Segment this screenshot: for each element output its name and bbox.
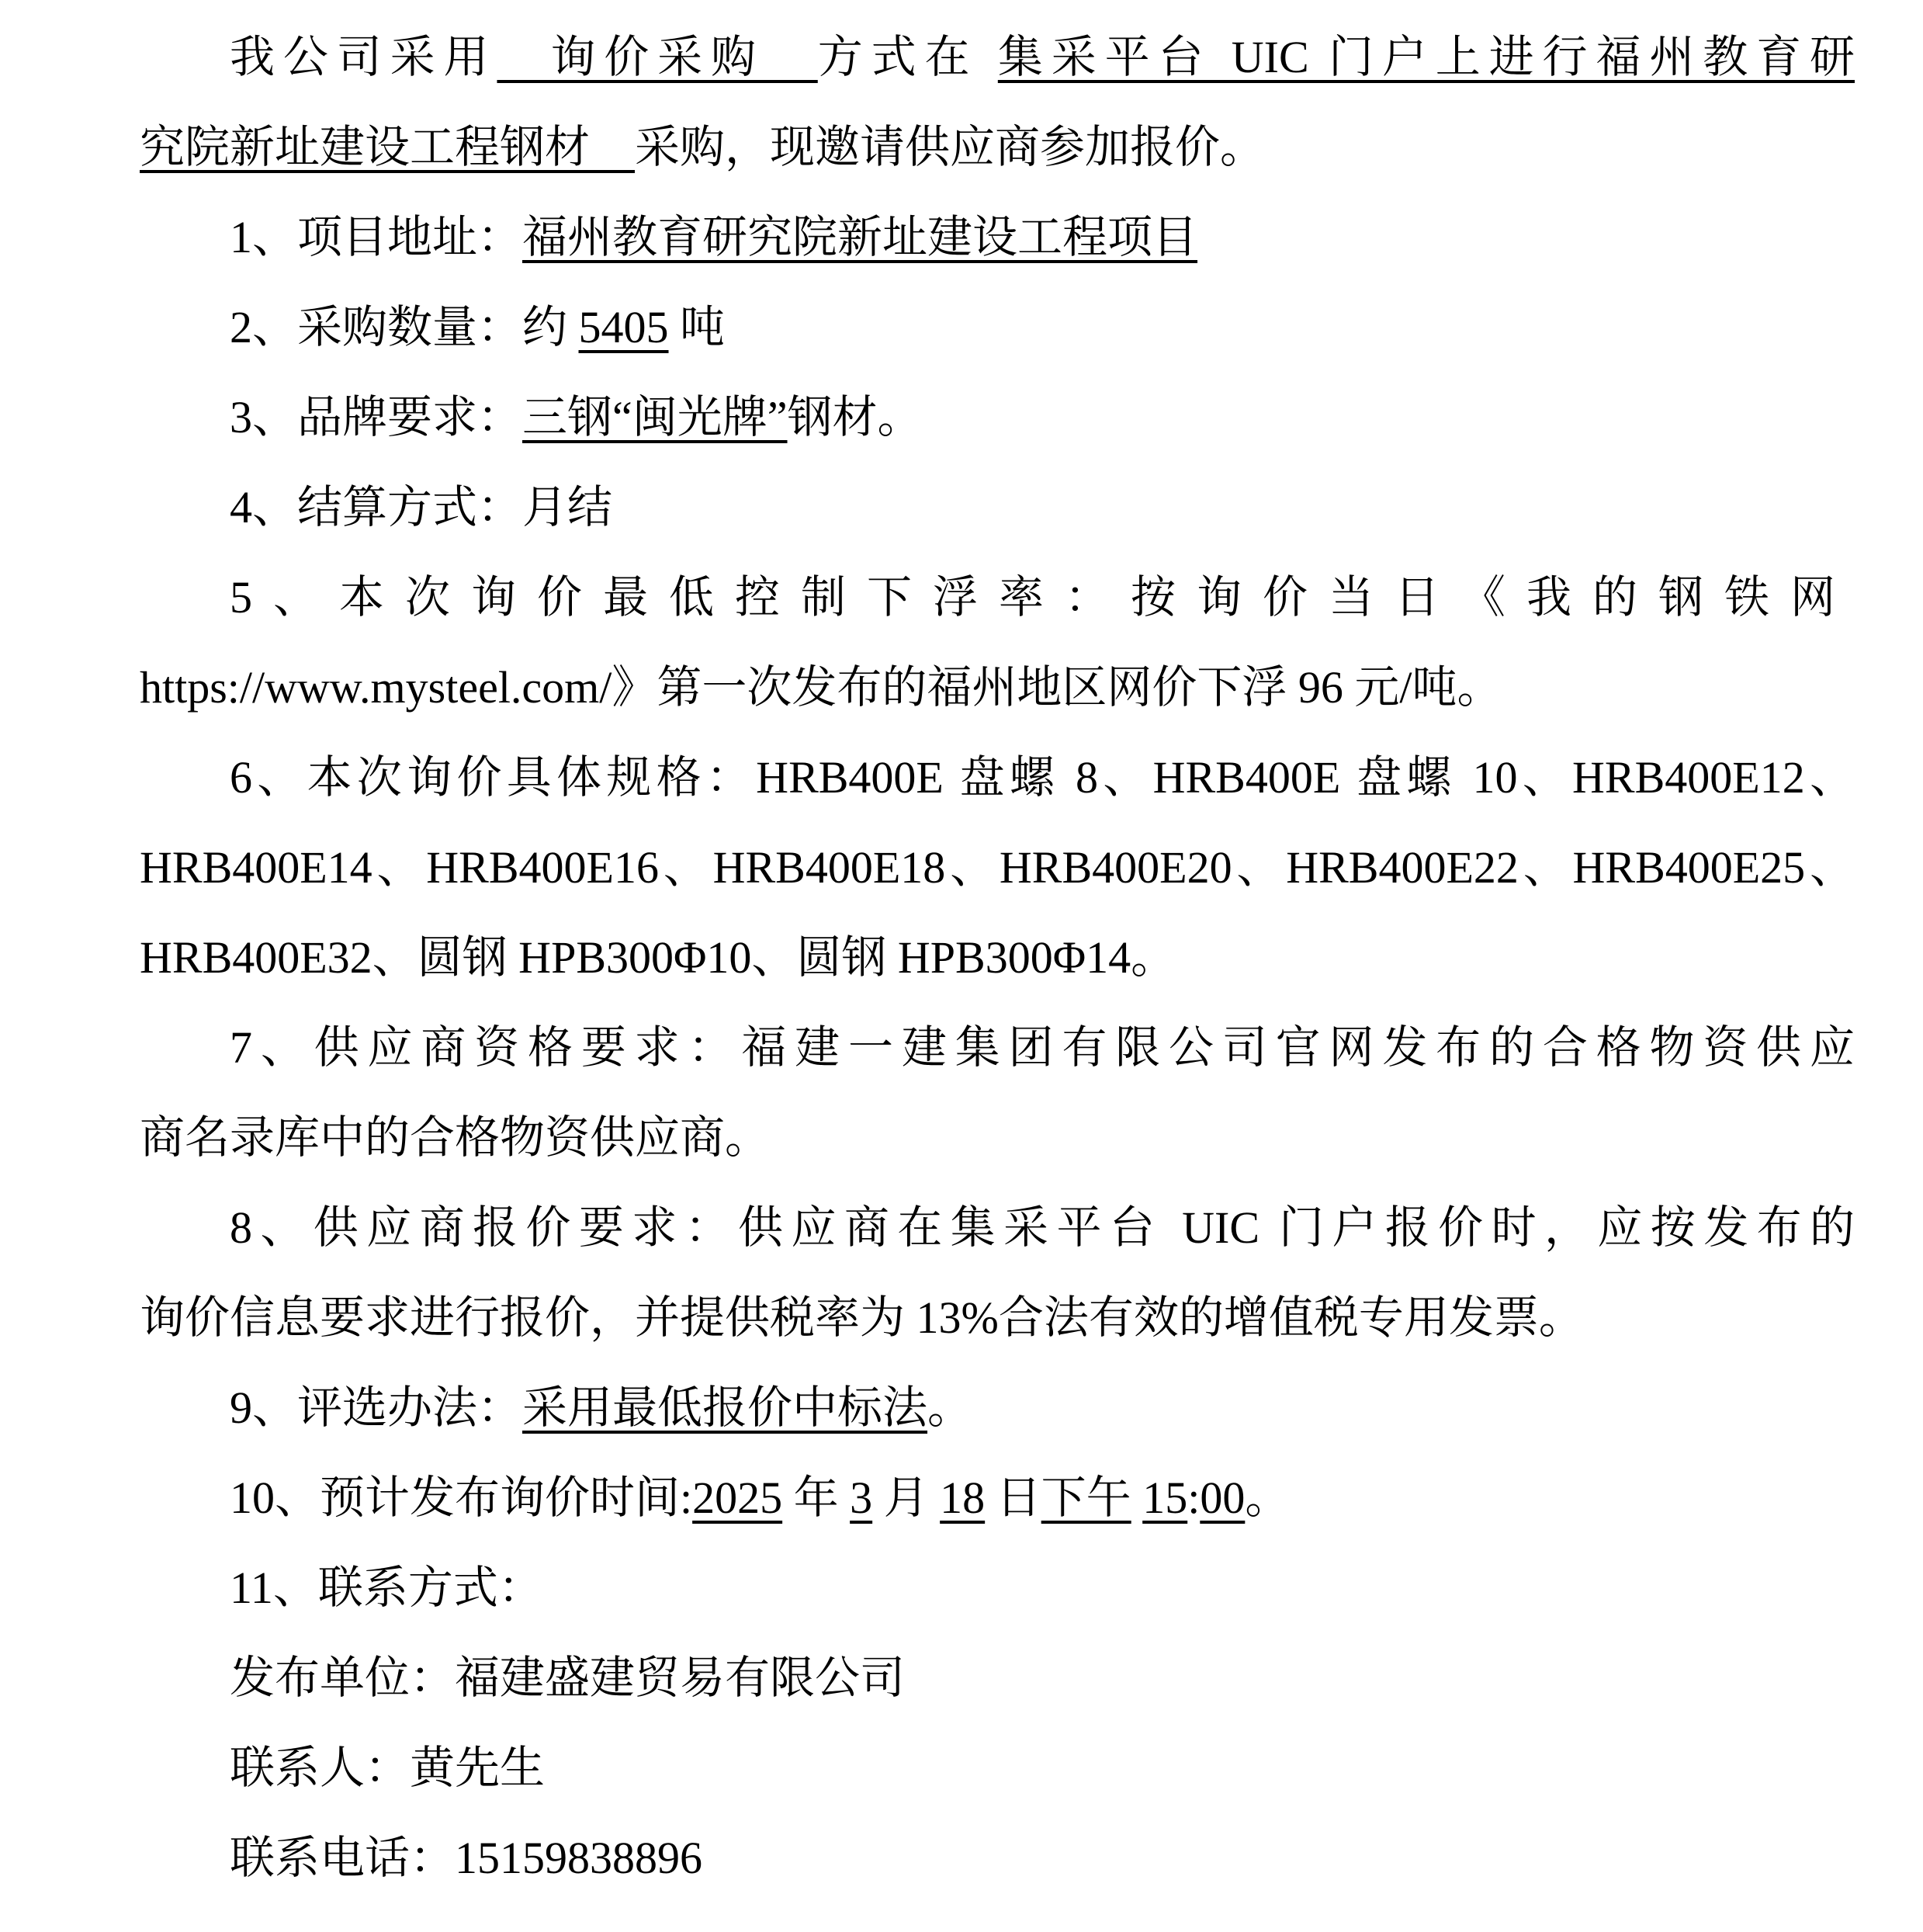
text-segment: 年	[782, 1472, 851, 1523]
text-line	[140, 1543, 1855, 1633]
underlined-text: 三钢“闽光牌”	[522, 392, 788, 442]
text-segment: :	[1187, 1472, 1201, 1523]
text-segment: 3、品牌要求：	[230, 392, 523, 442]
text-segment: 钢材。	[787, 392, 923, 442]
underlined-text: 5405	[578, 302, 669, 352]
text-segment: 9、评选办法：	[230, 1382, 523, 1433]
text-line	[140, 1363, 1855, 1453]
text-segment: https://www.mysteel.com/》第一次发布的福州地区网价下浮 96 元/吨。	[140, 662, 1502, 713]
text-segment: HRB400E32、圆钢 HPB300Φ10、圆钢 HPB300Φ14。	[140, 932, 1176, 983]
underlined-text: 询价采购	[497, 32, 818, 82]
text-line	[140, 1273, 1855, 1363]
text-line	[140, 1183, 1855, 1273]
underlined-text: 集采平台 UIC 门户上进行福州教育研	[997, 32, 1855, 82]
underlined-text: 18	[940, 1472, 986, 1523]
text-line	[140, 733, 1855, 823]
underlined-text: 福州教育研究院新址建设工程项目	[522, 212, 1198, 262]
text-line	[140, 553, 1855, 643]
text-line	[140, 193, 1855, 283]
text-segment: 。	[927, 1382, 973, 1433]
text-segment: 发布单位：福建盛建贸易有限公司	[230, 1653, 906, 1703]
underlined-text: 究院新址建设工程钢材	[140, 122, 636, 172]
text-segment: 8、供应商报价要求：供应商在集采平台 UIC 门户报价时，应按发布的	[230, 1202, 1855, 1253]
text-segment: 商名录库中的合格物资供应商。	[140, 1112, 771, 1163]
text-line	[140, 1003, 1855, 1093]
underlined-text: 00	[1200, 1472, 1246, 1523]
underlined-text: 下午	[1041, 1472, 1131, 1523]
text-segment: 6、本次询价具体规格：HRB400E 盘螺 8、HRB400E 盘螺 10、HRB400E12、	[230, 752, 1855, 803]
text-segment: 联系人：黄先生	[230, 1743, 546, 1793]
text-line	[140, 283, 1855, 373]
text-segment: 4、结算方式：月结	[230, 482, 613, 532]
text-line	[140, 12, 1855, 102]
text-segment: 联系电话：15159838896	[230, 1833, 703, 1883]
text-segment: 询价信息要求进行报价，并提供税率为 13%合法有效的增值税专用发票。	[140, 1292, 1584, 1343]
text-segment: 5、本次询价最低控制下浮率：按询价当日《我的钢铁网	[230, 572, 1857, 623]
text-line	[140, 463, 1855, 553]
underlined-text: 2025	[692, 1472, 783, 1523]
text-segment: 我公司采用	[230, 32, 497, 82]
text-segment	[1131, 1472, 1143, 1523]
text-segment: 10、预计发布询价时间:	[230, 1472, 693, 1523]
text-segment: 。	[1245, 1472, 1291, 1523]
text-line	[140, 1633, 1855, 1723]
text-line	[140, 1723, 1855, 1813]
underlined-text: 采用最低报价中标法	[522, 1382, 928, 1433]
text-line	[140, 823, 1855, 913]
text-segment: 采购，现邀请供应商参加报价。	[635, 122, 1266, 172]
text-segment: 吨	[668, 302, 726, 352]
text-line	[140, 643, 1855, 733]
text-segment: 2、采购数量：约	[230, 302, 579, 352]
text-line	[140, 1813, 1855, 1903]
text-segment: 方式在	[817, 32, 998, 82]
text-segment: 1、项目地址：	[230, 212, 523, 262]
text-segment: 7、供应商资格要求：福建一建集团有限公司官网发布的合格物资供应	[230, 1022, 1855, 1073]
text-segment: 日	[985, 1472, 1041, 1523]
underlined-text: 15	[1142, 1472, 1188, 1523]
text-line	[140, 102, 1855, 193]
text-line	[140, 1093, 1855, 1183]
text-line	[140, 373, 1855, 463]
text-segment: 月	[872, 1472, 941, 1523]
text-line	[140, 913, 1855, 1003]
text-segment: 11、联系方式：	[230, 1563, 543, 1613]
document-body	[140, 12, 1855, 1903]
text-segment: HRB400E14、HRB400E16、HRB400E18、HRB400E20、HRB400E22、HRB400E25、	[140, 842, 1855, 893]
underlined-text: 3	[850, 1472, 873, 1523]
text-line	[140, 1453, 1855, 1543]
